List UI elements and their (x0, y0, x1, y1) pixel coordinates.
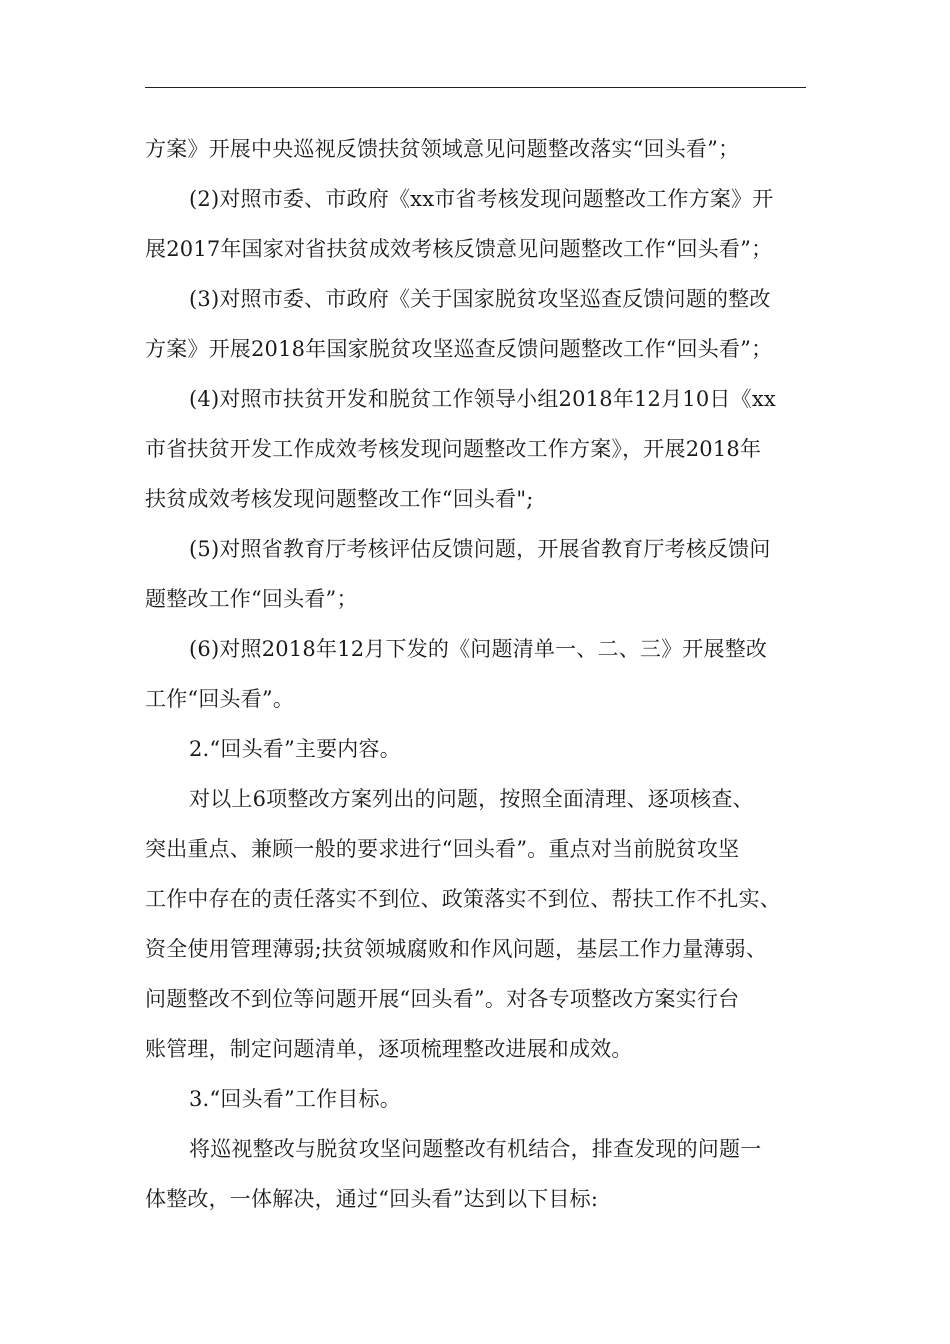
text-line: 将巡视整改与脱贫攻坚问题整改有机结合，排查发现的问题一 (189, 1137, 762, 1161)
text-line: 题整改工作“回头看”； (145, 587, 358, 611)
text-line: 展2017年国家对省扶贫成效考核反馈意见问题整改工作“回头看”； (145, 237, 773, 261)
text-line: 2.“回头看”主要内容。 (189, 737, 401, 761)
document-body (145, 124, 806, 1224)
text-line: 市省扶贫开发工作成效考核发现问题整改工作方案》，开展2018年 (145, 437, 762, 461)
text-line: 对以上6项整改方案列出的问题，按照全面清理、逐项核查、 (189, 787, 754, 811)
text-line: 体整改，一体解决，通过“回头看”达到以下目标: (145, 1187, 599, 1211)
text-line: 方案》开展中央巡视反馈扶贫领域意见问题整改落实“回头看”； (145, 137, 740, 161)
header-rule (145, 87, 806, 88)
text-line: (4)对照市扶贫开发和脱贫工作领导小组2018年12月10日《xx (189, 387, 776, 411)
text-line: 方案》开展2018年国家脱贫攻坚巡查反馈问题整改工作“回头看”； (145, 337, 773, 361)
text-line: (2)对照市委、市政府《xx市省考核发现问题整改工作方案》开 (189, 187, 774, 211)
text-line: 账管理，制定问题清单，逐项梳理整改进展和成效。 (145, 1037, 633, 1061)
text-line: (3)对照市委、市政府《关于国家脱贫攻坚巡查反馈问题的整改 (189, 287, 771, 311)
text-line: 工作“回头看”。 (145, 687, 295, 711)
text-line: 突出重点、兼顾一般的要求进行“回头看”。重点对当前脱贫攻坚 (145, 837, 740, 861)
text-line: (5)对照省教育厅考核评估反馈问题，开展省教育厅考核反馈问 (189, 537, 771, 561)
text-line: 工作中存在的责任落实不到位、政策落实不到位、帮扶工作不扎实、 (145, 887, 781, 911)
text-line: 3.“回头看”工作目标。 (189, 1087, 401, 1111)
text-line: 问题整改不到位等问题开展“回头看”。对各专项整改方案实行台 (145, 987, 740, 1011)
text-line: 扶贫成效考核发现问题整改工作“回头看"; (145, 487, 534, 511)
text-line: (6)对照2018年12月下发的《问题清单一、二、三》开展整改 (189, 637, 768, 661)
text-line: 资全使用管理薄弱;扶贫领城腐败和作风问题，基层工作力量薄弱、 (145, 937, 768, 961)
